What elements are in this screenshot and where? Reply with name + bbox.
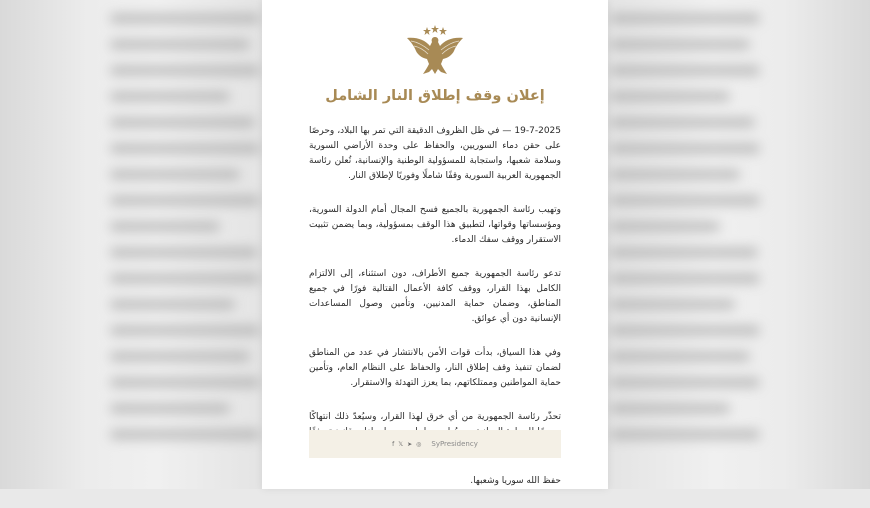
eagle-emblem-icon <box>405 24 465 76</box>
x-icon[interactable]: 𝕏 <box>398 440 404 448</box>
statement-title: إعلان وقف إطلاق النار الشامل <box>325 88 545 104</box>
facebook-icon[interactable]: f <box>392 440 395 448</box>
social-handle: SyPresidency <box>431 440 478 448</box>
closing-line: حفظ الله سوريا وشعبها. <box>470 476 561 486</box>
paragraph-5: تحذّر رئاسة الجمهورية من أي خرق لهذا القرار، وسيُعدّ ذلك انتهاكًا <box>309 412 561 422</box>
social-footer <box>309 430 561 458</box>
blurred-background-text-left <box>110 0 260 489</box>
paragraph-2: وتهيب رئاسة الجمهورية بالجميع فسح المجال أمام الدولة السورية، ومؤسساتها وقواتها، لتطبيق هذا الوقف بمسؤولية، وبما يضمن تثبيت الاستقرار ووقف سفك الدماء. <box>309 205 561 245</box>
paragraph-1: 19-7-2025 — في ظل الظروف الدقيقة التي تمر بها البلاد، وحرصًا على حقن دماء السوريين، والحفاظ على وحدة الأراضي السورية وسلامة شعبها، واستجابة للمسؤولية الوطنية والإنسانية، تُعلن رئاسة الجمهورية العربية السورية وقفًا شاملًا وفوريًا لإطلاق النار. <box>309 126 561 181</box>
telegram-icon[interactable]: ➤ <box>407 440 413 448</box>
paragraph-3: تدعو رئاسة الجمهورية جميع الأطراف، دون استثناء، إلى الالتزام الكامل بهذا القرار، ووقف كافة الأعمال القتالية فورًا في جميع المناطق، وضمان حماية المدنيين، وتأمين وصول المساعدات الإنسانية دون أي عوائق. <box>309 269 561 324</box>
statement-document <box>262 0 608 489</box>
instagram-icon[interactable]: ◎ <box>416 440 422 448</box>
blurred-background-text-right <box>610 0 760 489</box>
paragraph-4: وفي هذا السياق، بدأت قوات الأمن بالانتشار في عدد من المناطق لضمان تنفيذ وقف إطلاق النار، والحفاظ على النظام العام، وتأمين حماية المواطنين وممتلكاتهم، بما يعزز التهدئة والاستقرار. <box>309 348 561 388</box>
